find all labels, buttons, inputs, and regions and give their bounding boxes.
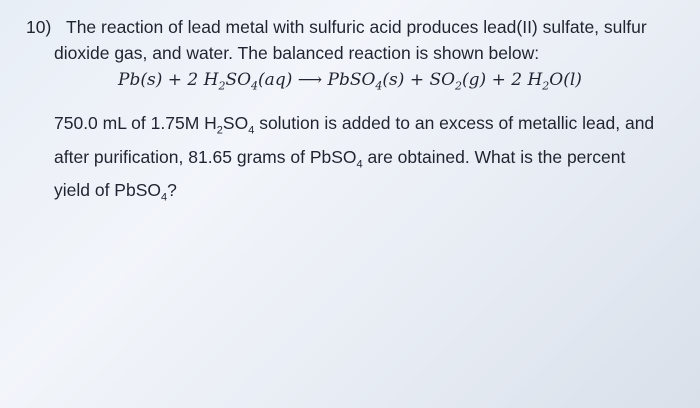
question-line-1 [14,14,686,40]
question-number: 10) [26,17,52,37]
problem-line-3: yield of PbSO$_4$? [54,180,177,204]
question-text-1: The reaction of lead metal with sulfuric acid produces lead(II) sulfate, sulfur [66,17,647,37]
problem-paragraph [54,110,684,211]
question-line-2: dioxide gas, and water. The balanced reaction is shown below: [54,43,540,63]
balanced-equation: Pb(s) + 2 $H_2SO_4(aq)$ ⟶ PbSO$_4$(s) + $SO_2(g) + 2$ $H_2O(l)$ [118,70,582,93]
question-block [14,14,686,66]
problem-line-2: after purification, 81.65 grams of PbSO$_4$ are obtained. What is the percent [54,146,626,170]
problem-line-1: 750.0 mL of 1.75M $H_2SO_4$ solution is added to an excess of metallic lead, and [54,113,655,137]
